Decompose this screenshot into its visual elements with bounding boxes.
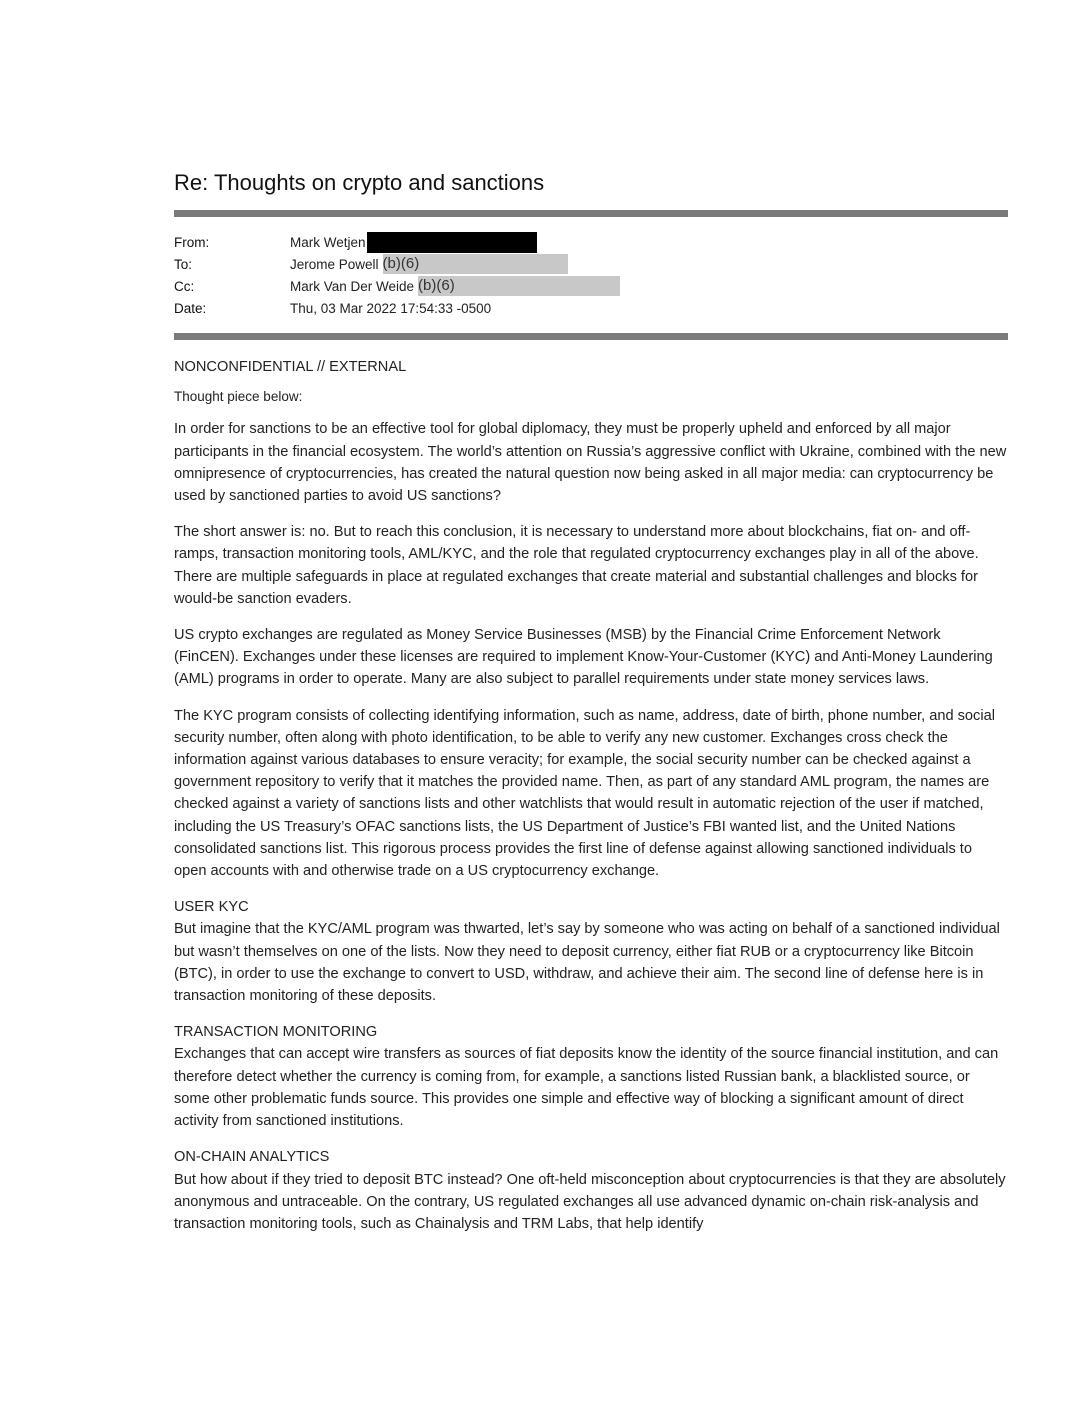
date-label: Date: [174, 300, 207, 316]
section-paragraph-user-kyc: But imagine that the KYC/AML program was thwarted, let’s say by someone who was acting on behalf of a sanctioned individual but wasn’t themselves on one of the lists. Now they need to deposit currency, either fiat RUB or a cryptocurrency like Bitcoin (BTC), in order to use the exchange to convert to USD, withdraw, and achieve their aim. The second line of defense here is in transaction monitoring of these deposits. [174, 921, 1000, 1005]
intro-line: Thought piece below: [174, 389, 303, 405]
date-value: Thu, 03 Mar 2022 17:54:33 -0500 [290, 300, 492, 316]
date-row [174, 297, 1008, 319]
body-paragraph: US crypto exchanges are regulated as Money Service Businesses (MSB) by the Financial Crime Enforcement Network (FinCEN). Exchanges under these licenses are required to implement Know-Your-Customer (KYC) and Anti-Money Laundering (AML) programs in order to operate. Many are also subject to parallel requirements under state money services laws. [174, 627, 993, 688]
email-headers [174, 231, 1008, 319]
cc-value: Mark Van Der Weide [290, 278, 415, 294]
header-divider-top [174, 210, 1008, 217]
section-paragraph-transaction-monitoring: Exchanges that can accept wire transfers as sources of fiat deposits know the identity of the source financial institution, and can therefore detect whether the currency is coming from, for example, a sanctions listed Russian bank, a blacklisted source, or some other problematic funds source. This provides one simple and effective way of blocking a significant amount of direct activity from sanctioned institutions. [174, 1046, 999, 1130]
from-label: From: [174, 234, 210, 250]
cc-redaction: (b)(6) [418, 276, 620, 296]
section-paragraph-on-chain-analytics: But how about if they tried to deposit BTC instead? One oft-held misconception about cryptocurrencies is that they are absolutely anonymous and untraceable. On the contrary, US regulated exchanges all use advanced dynamic on-chain risk-analysis and transaction monitoring tools, such as Chainalysis and TRM Labs, that help identify [174, 1171, 1006, 1232]
body-paragraph: In order for sanctions to be an effective tool for global diplomacy, they must be properly upheld and enforced by all major participants in the financial ecosystem. The world’s attention on Russia’s aggressive conflict with Ukraine, combined with the new omnipresence of cryptocurrencies, has created the natural question now being asked in all major media: can cryptocurrency be used by sanctioned parties to avoid US sanctions? [174, 421, 1007, 505]
email-body [174, 356, 1008, 1235]
cc-value-wrap [290, 276, 620, 296]
redaction-block-black [367, 232, 537, 253]
email-document [174, 168, 1008, 1249]
classification-line: NONCONFIDENTIAL // EXTERNAL [174, 359, 407, 375]
email-subject: Re: Thoughts on crypto and sanctions [174, 170, 545, 195]
to-redaction: (b)(6) [383, 254, 568, 274]
body-paragraph: The KYC program consists of collecting identifying information, such as name, address, date of birth, phone number, and social security number, often along with photo identification, to be able to verify any new customer. Exchanges cross check the information against various databases to ensure veracity; for example, the social security number can be checked against a government repository to verify that it matches the provided name. Then, as part of any standard AML program, the names are checked against a variety of sanctions lists and other watchlists that would result in automatic rejection of the user if matched, including the US Treasury’s OFAC sanctions lists, the US Department of Justice’s FBI wanted list, and the United Nations consolidated sanctions list. This rigorous process provides the first line of defense against allowing sanctioned individuals to open accounts with and otherwise trade on a US cryptocurrency exchange. [174, 707, 995, 880]
to-value: Jerome Powell [290, 256, 379, 272]
from-row [174, 231, 1008, 253]
body-paragraph: The short answer is: no. But to reach this conclusion, it is necessary to understand more about blockchains, fiat on- and off-ramps, transaction monitoring tools, AML/KYC, and the role that regulated cryptocurrency exchanges play in all of the above. There are multiple safeguards in place at regulated exchanges that create material and substantial challenges and blocks for would-be sanction evaders. [174, 524, 979, 607]
from-value-wrap [290, 232, 537, 253]
cc-row [174, 275, 1008, 297]
section-heading-on-chain-analytics: ON-CHAIN ANALYTICS [174, 1149, 330, 1166]
header-divider-bottom [174, 333, 1008, 340]
from-value: Mark Wetjen [290, 234, 366, 250]
to-row [174, 253, 1008, 275]
cc-label: Cc: [174, 278, 195, 294]
to-label: To: [174, 256, 193, 272]
to-value-wrap [290, 254, 568, 274]
section-heading-transaction-monitoring: TRANSACTION MONITORING [174, 1024, 378, 1041]
section-heading-user-kyc: USER KYC [174, 899, 249, 916]
